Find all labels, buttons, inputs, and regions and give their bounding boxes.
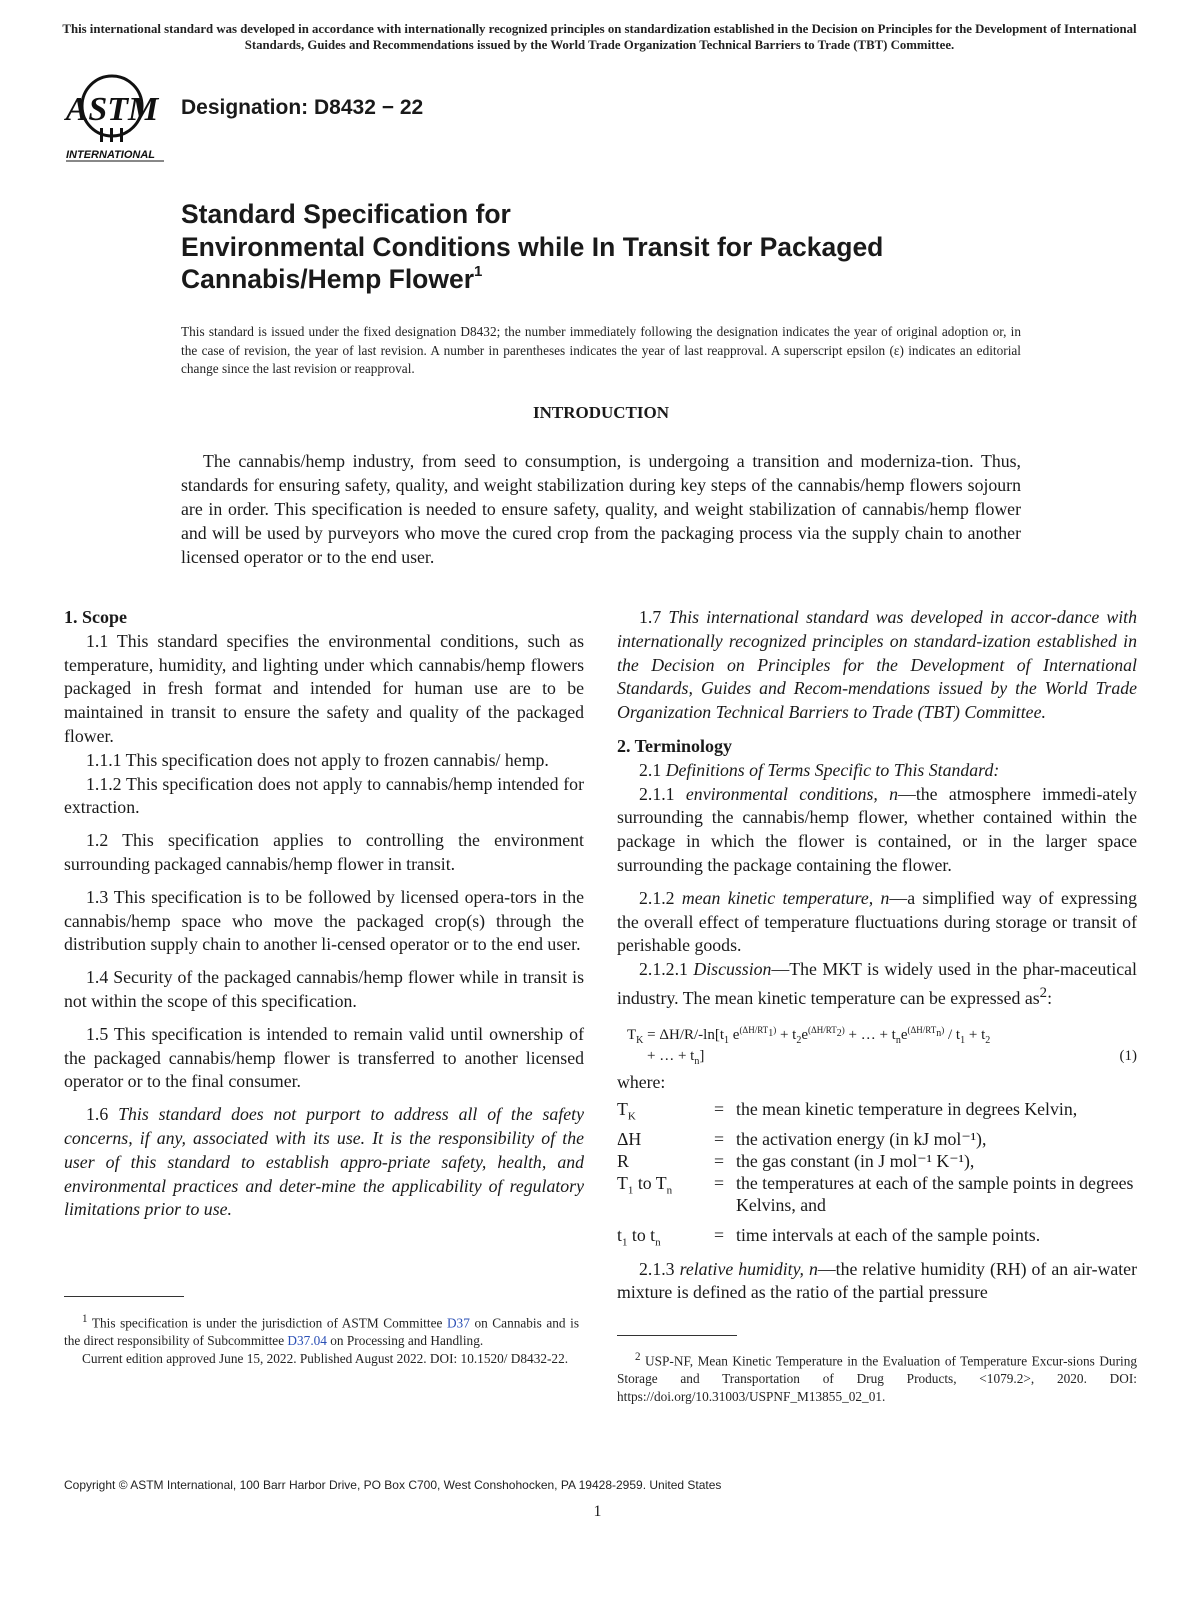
- para-1-4: 1.4 Security of the packaged cannabis/hemp flower while in transit is not within the scope of this specification.: [64, 967, 584, 1011]
- para-1-7: 1.7 This international standard was developed in accor-dance with internationally recognized principles on standard-ization established in the Decision on Principles for the Development of International Standards, Guides and Recom-mendations issued by the World Trade Organization Technical Barriers to Trade (TBT) Committee.: [617, 607, 1137, 723]
- para-1-3: 1.3 This specification is to be followed by licensed opera-tors in the cannabis/hemp space who move the packaged crop(s) through the distribution supply chain to another li-censed operator or to the end user.: [64, 886, 584, 955]
- right-column: [617, 606, 1137, 1305]
- equation-number: (1): [1119, 1047, 1137, 1064]
- para-1-1: 1.1 This standard specifies the environmental conditions, such as temperature, humidity, and lighting under which cannabis/hemp flowers packaged in fresh format and intended for human use are to be maintained in transit to ensure the safety and quality of the packaged flower.: [64, 630, 584, 746]
- footnote-ref-2: 2: [1039, 984, 1048, 1001]
- footnote-1: $^1$ This specification is under the jurisdiction of ASTM Committee D37 on Cannabis and is the direct responsibility of Subcommittee D37.04 on Processing and Handling. Current edition approved June 15, 2022. Published August 2022. DOI: 10.1520/ D8432-22.: [64, 1313, 580, 1367]
- term-row: $T_K$ = the mean kinetic temperature in degrees Kelvin,: [617, 1099, 1078, 1124]
- introduction-heading: INTRODUCTION: [532, 403, 670, 422]
- logo-subtitle: INTERNATIONAL: [66, 149, 156, 161]
- term-row: R = the gas constant (in J mol⁻¹ K⁻¹),: [617, 1151, 975, 1172]
- footnote-rule-right: [617, 1335, 737, 1336]
- section-heading-terminology: 2. Terminology: [617, 735, 733, 756]
- term-row: $t_1$ to $t_n$ = time intervals at each of the sample points.: [617, 1225, 1041, 1249]
- para-1-6: 1.6 This standard does not purport to address all of the safety concerns, if any, associated with its use. It is the responsibility of the user of this standard to establish appro-priate safety, health, and environmental practices and deter-mine the applicability of regulatory limitations prior to use.: [64, 1104, 584, 1220]
- mkt-equation: $T_K = \Delta H/R/-\ln[t_1$ $e^{(\Delta H/RT_1)} + t_2e^{(\Delta H/RT_2)}$ + … + $t_ne^{(\Delta H/RT_n)} / t_1 + t_2$ + … + $t_n$] (1): [627, 1024, 1137, 1067]
- para-2-1: 2.1 Definitions of Terms Specific to This Standard:: [639, 759, 1000, 780]
- para-1-1-1: 1.1.1 This specification does not apply to frozen cannabis/ hemp.: [86, 749, 549, 770]
- para-2-1-2-1: 2.1.2.1 Discussion—The MKT is widely used in the phar-maceutical industry. The mean kinetic temperature can be expressed $as^2$:: [617, 959, 1137, 1008]
- committee-d37-link[interactable]: D37: [446, 1315, 470, 1331]
- footnote-rule-left: [64, 1296, 184, 1297]
- where-label: where:: [617, 1071, 666, 1092]
- document-title: Standard Specification for Environmental Conditions while In Transit for Packaged Cannabis/Hemp Flower$^1$: [181, 199, 884, 294]
- introduction-text: The cannabis/hemp industry, from seed to consumption, is undergoing a transition and moderniza-tion. Thus, standards for ensuring safety, quality, and weight stabilization during key steps of the cannabis/hemp flowers sojourn are in order. This specification is needed to ensure safety, quality, and weight stabilization of cannabis/hemp flower and will be used by purveyors who move the cured crop from the packaging process via the supply chain to another licensed operator or to the end user.: [181, 451, 1021, 567]
- footnote-2: $^2$ USP-NF, Mean Kinetic Temperature in the Evaluation of Temperature Excur-sions During Storage and Transportation of Drug Products, <1079.2>, 2020. DOI: https://doi.org/10.31003/USPNF_M13855_02_01.: [617, 1351, 1138, 1405]
- issued-note: This standard is issued under the fixed designation D8432; the number immediately following the designation indicates the year of original adoption or, in the case of revision, the year of last revision. A number in parentheses indicates the year of last reapproval. A superscript epsilon (ε) indicates an editorial change since the last revision or reapproval.: [181, 324, 1021, 376]
- term-row: $T_1$ to $T_n$ = the temperatures at each of the sample points in degrees Kelvins, and: [617, 1173, 1134, 1216]
- astm-logo: [64, 68, 169, 168]
- term-row: ΔH = the activation energy (in kJ mol⁻¹),: [617, 1129, 987, 1150]
- header-notice: This international standard was developed in accordance with internationally recognized principles on standardization established in the Decision on Principles for the Development of International Standards, Guides and Recommendations issued by the World Trade Organization Technical Barriers to Trade (TBT) Committee.: [62, 22, 1137, 52]
- copyright: Copyright © ASTM International, 100 Barr Harbor Drive, PO Box C700, West Conshohocken, PA 19428-2959. United States: [64, 1478, 722, 1492]
- para-1-1-2: 1.1.2 This specification does not apply to cannabis/hemp intended for extraction.: [64, 773, 584, 818]
- para-1-2: 1.2 This specification applies to controlling the environment surrounding packaged cannabis/hemp flower in transit.: [64, 830, 584, 874]
- page-number: 1: [593, 1503, 602, 1520]
- para-2-1-2: 2.1.2 mean kinetic temperature, n—a simplified way of expressing the overall effect of temperature fluctuations during storage or transit of perishable goods.: [617, 887, 1138, 956]
- para-2-1-1: 2.1.1 environmental conditions, n—the atmosphere immedi-ately surrounding the cannabis/hemp flower, whether contained within the package in which the flower is contained, or in the larger space surrounding the package containing the flower.: [617, 783, 1137, 875]
- title-footnote-mark: 1: [474, 263, 483, 280]
- section-heading-scope: 1. Scope: [64, 607, 127, 627]
- logo-text: ASTM: [65, 91, 159, 128]
- para-2-1-3: 2.1.3 relative humidity, n—the relative humidity (RH) of an air-water mixture is defined as the ratio of the partial pressure: [617, 1258, 1137, 1303]
- symbol-definitions: [617, 1098, 1137, 1253]
- designation: Designation: D8432 − 22: [181, 96, 424, 119]
- subcommittee-d37-04-link[interactable]: D37.04: [287, 1333, 327, 1349]
- left-column: [64, 606, 584, 1222]
- para-1-5: 1.5 This specification is intended to remain valid until ownership of the packaged cannabis/hemp flower is transferred to another licensed operator or to the final consumer.: [64, 1023, 584, 1092]
- edition-note: Current edition approved June 15, 2022. Published August 2022. DOI: 10.1520/ D8432-22.: [82, 1351, 569, 1367]
